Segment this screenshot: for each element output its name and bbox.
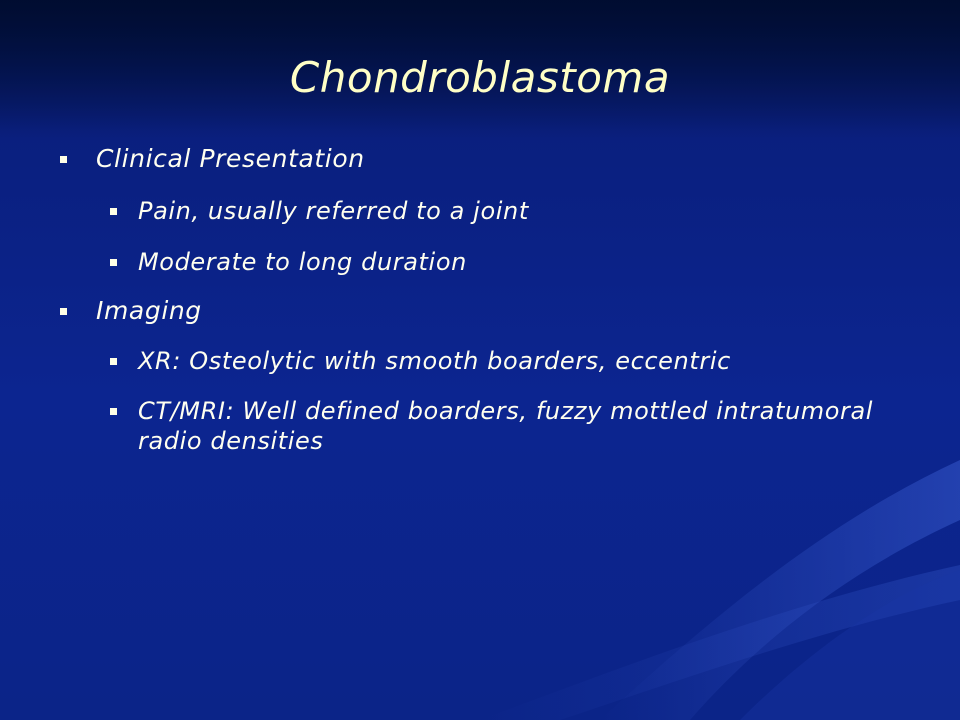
square-bullet-icon — [60, 308, 67, 315]
slide-title: Chondroblastoma — [289, 53, 671, 102]
bullet-clinical-presentation — [96, 143, 365, 175]
bullet-text: Moderate to long duration — [138, 248, 467, 276]
square-bullet-icon — [110, 358, 117, 365]
square-bullet-icon — [110, 259, 117, 266]
bullet-text: Clinical Presentation — [96, 144, 365, 173]
bullet-xr — [138, 346, 731, 376]
bullet-pain — [138, 196, 529, 226]
bullet-text: CT/MRI: Well defined boarders, fuzzy mottled intratumoral radio densities — [138, 397, 874, 455]
bullet-duration — [138, 247, 467, 277]
square-bullet-icon — [110, 408, 117, 415]
bullet-text: XR: Osteolytic with smooth boarders, eccentric — [138, 347, 731, 375]
bullet-ct-mri — [138, 396, 878, 456]
bullet-text: Imaging — [96, 296, 202, 325]
bullet-text: Pain, usually referred to a joint — [138, 197, 529, 225]
bullet-imaging — [96, 295, 202, 327]
square-bullet-icon — [60, 156, 67, 163]
square-bullet-icon — [110, 208, 117, 215]
